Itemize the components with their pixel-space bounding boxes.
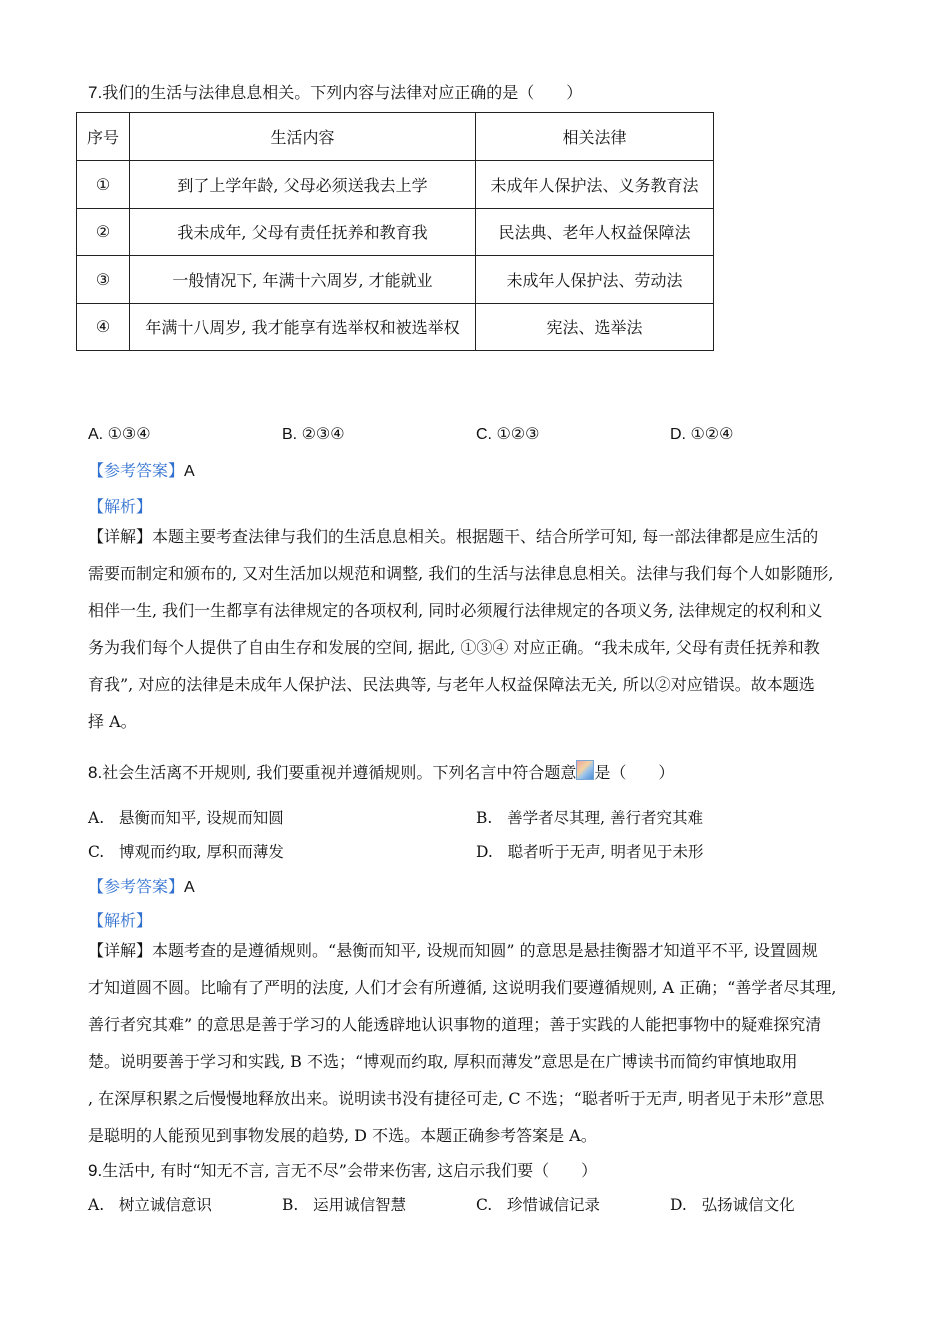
option-text: 运用诚信智慧 <box>313 1196 407 1214</box>
detail-line: 才知道圆不圆。比喻有了严明的法度, 人们才会有所遵循, 这说明我们要遵循规则, A 正确；“善学者尽其理, <box>88 978 837 997</box>
q8-option-a <box>88 806 284 828</box>
q7-stem-line <box>88 80 582 103</box>
option-text: ①②③ <box>496 424 540 443</box>
detail-line: 务为我们每个人提供了自由生存和发展的空间, 据此, ①③④ 对应正确。“我未成年, 父母有责任抚养和教 <box>88 638 820 657</box>
option-label: B. <box>282 1196 299 1214</box>
option-text: ①③④ <box>107 424 151 443</box>
table-row <box>77 161 714 209</box>
option-label: C. <box>476 1196 493 1214</box>
table-cell: 到了上学年龄, 父母必须送我去上学 <box>130 161 476 209</box>
option-label: A. <box>88 1196 105 1214</box>
q7-option-a <box>88 424 151 444</box>
q8-detail <box>88 932 866 1154</box>
detail-line: , 在深厚积累之后慢慢地释放出来。说明读书没有捷径可走, C 不选；“聪者听于无声, 明者见于未形”意思 <box>88 1089 825 1108</box>
table-cell: 年满十八周岁, 我才能享有选举权和被选举权 <box>130 303 476 351</box>
detail-line: 【详解】本题主要考查法律与我们的生活息息相关。根据题干、结合所学可知, 每一部法律都是应生活的 <box>88 527 819 546</box>
q9-number: 9. <box>88 1161 103 1180</box>
table-row <box>77 303 714 351</box>
q8-stem-line <box>88 760 674 783</box>
option-text: 珍惜诚信记录 <box>507 1196 601 1214</box>
q7-option-c <box>476 424 539 444</box>
option-label: B. <box>476 809 493 827</box>
q8-option-c <box>88 840 284 862</box>
option-label: A. <box>88 426 104 443</box>
q7-option-b <box>282 424 345 444</box>
q9-option-c <box>476 1193 600 1215</box>
table-cell: 我未成年, 父母有责任抚养和教育我 <box>130 208 476 256</box>
q7-analysis-label: 【解析】 <box>88 497 153 516</box>
table-header-row <box>77 113 714 161</box>
option-text: 树立诚信意识 <box>118 1196 212 1214</box>
detail-line: 育我”, 对应的法律是未成年人保护法、民法典等, 与老年人权益保障法无关, 所以②对应错误。故本题选 <box>88 675 815 694</box>
q8-answer <box>88 874 195 897</box>
option-text: ①②④ <box>690 424 734 443</box>
option-text: 聪者听于无声, 明者见于未形 <box>507 843 704 861</box>
q9-stem-line <box>88 1158 597 1181</box>
option-label: B. <box>282 426 298 443</box>
detail-line: 择 A。 <box>88 712 137 731</box>
option-label: A. <box>88 809 105 827</box>
table-cell: 宪法、选举法 <box>476 303 714 351</box>
detail-label: 【详解】 <box>88 941 153 960</box>
option-label: D. <box>476 843 493 861</box>
q8-option-d <box>476 840 703 862</box>
option-text: ②③④ <box>301 424 345 443</box>
table-header-cell: 生活内容 <box>130 113 476 161</box>
option-text: 弘扬诚信文化 <box>701 1196 795 1214</box>
q8-stem-before: 社会生活离不开规则, 我们要重视并遵循规则。下列名言中符合题意 <box>102 763 577 782</box>
q8-number: 8. <box>88 763 103 782</box>
table-cell: 民法典、老年人权益保障法 <box>476 208 714 256</box>
broken-image-icon <box>576 760 594 780</box>
option-label: D. <box>670 426 686 443</box>
q7-detail <box>88 518 866 740</box>
q7-law-table <box>76 112 714 351</box>
detail-line: 相伴一生, 我们一生都享有法律规定的各项权利, 同时必须履行法律规定的各项义务, 法律规定的权利和义 <box>88 601 823 620</box>
q8-stem-after: 是（ ） <box>594 763 675 782</box>
table-row <box>77 208 714 256</box>
option-text: 悬衡而知平, 设规而知圆 <box>118 809 284 827</box>
table-header-cell: 序号 <box>77 113 130 161</box>
detail-line: 【详解】本题考查的是遵循规则。“悬衡而知平, 设规而知圆” 的意思是悬挂衡器才知道平不平, 设置圆规 <box>88 941 818 960</box>
detail-label: 【详解】 <box>88 527 153 546</box>
table-cell: 一般情况下, 年满十六周岁, 才能就业 <box>130 256 476 304</box>
table-cell: ③ <box>77 256 130 304</box>
q9-stem: 生活中, 有时“知无不言, 言无不尽”会带来伤害, 这启示我们要（ ） <box>102 1161 598 1180</box>
table-cell: ② <box>77 208 130 256</box>
q9-option-d <box>670 1193 795 1215</box>
detail-line: 善行者究其难” 的意思是善于学习的人能透辟地认识事物的道理；善于实践的人能把事物中的疑难探究清 <box>88 1015 822 1034</box>
option-label: C. <box>88 843 105 861</box>
q9-option-b <box>282 1193 406 1215</box>
option-label: C. <box>476 426 492 443</box>
answer-label: 【参考答案】 <box>88 461 185 480</box>
answer-label: 【参考答案】 <box>88 877 185 896</box>
answer-value: A <box>184 879 195 896</box>
table-row <box>77 256 714 304</box>
option-label: D. <box>670 1196 687 1214</box>
table-cell: ① <box>77 161 130 209</box>
detail-line: 是聪明的人能预见到事物发展的趋势, D 不选。本题正确参考答案是 A。 <box>88 1126 597 1145</box>
table-cell: 未成年人保护法、劳动法 <box>476 256 714 304</box>
answer-value: A <box>184 463 195 480</box>
table-cell: 未成年人保护法、义务教育法 <box>476 161 714 209</box>
q8-option-b <box>476 806 703 828</box>
q9-option-a <box>88 1193 212 1215</box>
detail-line: 需要而制定和颁布的, 又对生活加以规范和调整, 我们的生活与法律息息相关。法律与我们每个人如影随形, <box>88 564 834 583</box>
q8-analysis-label: 【解析】 <box>88 911 153 930</box>
option-text: 善学者尽其理, 善行者究其难 <box>507 809 703 827</box>
q7-number: 7. <box>88 83 103 102</box>
detail-line: 楚。说明要善于学习和实践, B 不选；“博观而约取, 厚积而薄发”意思是在广博读书而简约审慎地取用 <box>88 1052 798 1071</box>
q7-option-d <box>670 424 733 444</box>
q7-answer <box>88 458 195 481</box>
table-cell: ④ <box>77 303 130 351</box>
table-header-cell: 相关法律 <box>476 113 714 161</box>
option-text: 博观而约取, 厚积而薄发 <box>119 843 284 861</box>
q7-stem: 我们的生活与法律息息相关。下列内容与法律对应正确的是（ ） <box>102 83 583 102</box>
